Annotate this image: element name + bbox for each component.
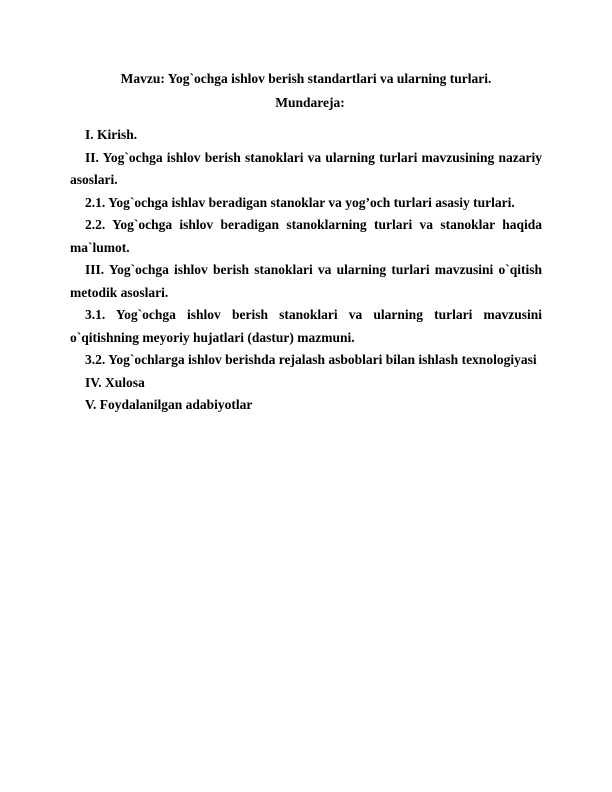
toc-item-references: V. Foydalanilgan adabiyotlar	[85, 397, 253, 412]
toc-item-chapter-2: II. Yog`ochga ishlov berish stanoklari va ularning turlari mavzusining nazariy asoslari.	[70, 149, 542, 187]
toc-item-conclusion: IV. Xulosa	[85, 374, 145, 390]
contents-heading: Mundareja:	[275, 95, 345, 110]
toc-item-section-3-2: 3.2. Yog`ochlarga ishlov berishda rejalash asboblari bilan ishlash texnologiyasi	[85, 352, 537, 367]
toc-item-section-2-2: 2.2. Yog`ochga ishlov beradigan stanoklarning turlari va stanoklar haqida ma`lumot.	[70, 217, 542, 255]
toc-item-section-2-1: 2.1. Yog`ochga ishlav beradigan stanoklar va yog’och turlari asasiy turlari.	[85, 194, 515, 210]
toc-item-section-3-1: 3.1. Yog`ochga ishlov berish stanoklari va ularning turlari mavzusini o`qitishning meyoriy hujatlari (dastur) mazmuni.	[70, 307, 542, 345]
table-of-contents	[70, 124, 542, 417]
toc-item-chapter-3: III. Yog`ochga ishlov berish stanoklari va ularning turlari mavzusini o`qitish metodik asoslari.	[70, 262, 542, 300]
document-title: Mavzu: Yog`ochga ishlov berish standartlari va ularning turlari.	[120, 71, 492, 86]
toc-item-introduction: I. Kirish.	[85, 127, 138, 142]
